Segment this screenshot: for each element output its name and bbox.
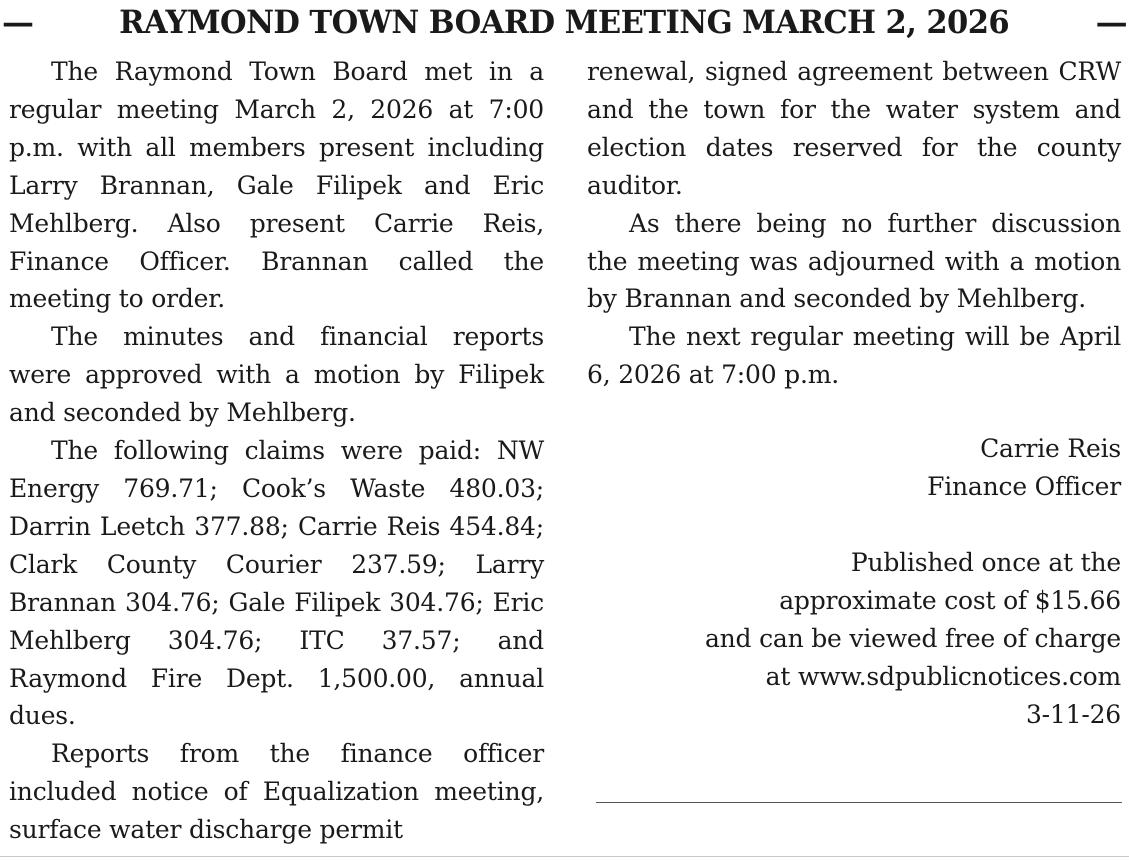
signature-name: Carrie Reis <box>980 434 1121 464</box>
paragraph-adjournment: As there being no further discussion the meeting was adjourned with a motion by Brannan and seconded by Mehlberg. <box>587 208 1121 314</box>
headline-right-dash: — <box>1095 3 1127 41</box>
page-title: RAYMOND TOWN BOARD MEETING MARCH 2, 2026 <box>119 3 1010 41</box>
signature-title: Finance Officer <box>927 472 1121 502</box>
publication-line-4: at www.sdpublicnotices.com <box>765 661 1121 691</box>
paragraph-finance-reports: Reports from the finance officer included notice of Equalization meeting, surface water discharge permit <box>9 739 544 845</box>
paragraph-meeting-intro: The Raymond Town Board met in a regular meeting March 2, 2026 at 7:00 p.m. with all members present including Larry Brannan, Gale Filipek and Eric Mehlberg. Also present Carrie Reis, Finance Officer. Brannan called the meeting to order. <box>9 57 544 314</box>
publication-line-1: Published once at the <box>850 547 1121 577</box>
paragraph-next-meeting: The next regular meeting will be April 6, 2026 at 7:00 p.m. <box>587 322 1121 390</box>
publication-date: 3-11-26 <box>1025 699 1121 729</box>
bottom-border <box>0 856 1129 857</box>
paragraph-finance-reports-continued: renewal, signed agreement between CRW and the town for the water system and election dates reserved for the county auditor. <box>587 57 1121 200</box>
headline <box>0 0 1129 44</box>
headline-left-dash: — <box>2 3 34 41</box>
publication-line-2: approximate cost of $15.66 <box>779 585 1121 615</box>
paragraph-minutes-approval: The minutes and financial reports were approved with a motion by Filipek and seconded by Mehlberg. <box>9 322 544 428</box>
left-column <box>9 53 544 849</box>
divider-rule <box>596 802 1122 803</box>
publication-line-3: and can be viewed free of charge <box>704 623 1121 653</box>
paragraph-claims-paid: The following claims were paid: NW Energy 769.71; Cook’s Waste 480.03; Darrin Leetch 377.88; Carrie Reis 454.84; Clark County Courier 237.59; Larry Brannan 304.76; Gale Filipek 304.76; Eric Mehlberg 304.76; ITC 37.57; and Raymond Fire Dept. 1,500.00, annual dues. <box>9 436 544 731</box>
right-column <box>587 53 1121 734</box>
